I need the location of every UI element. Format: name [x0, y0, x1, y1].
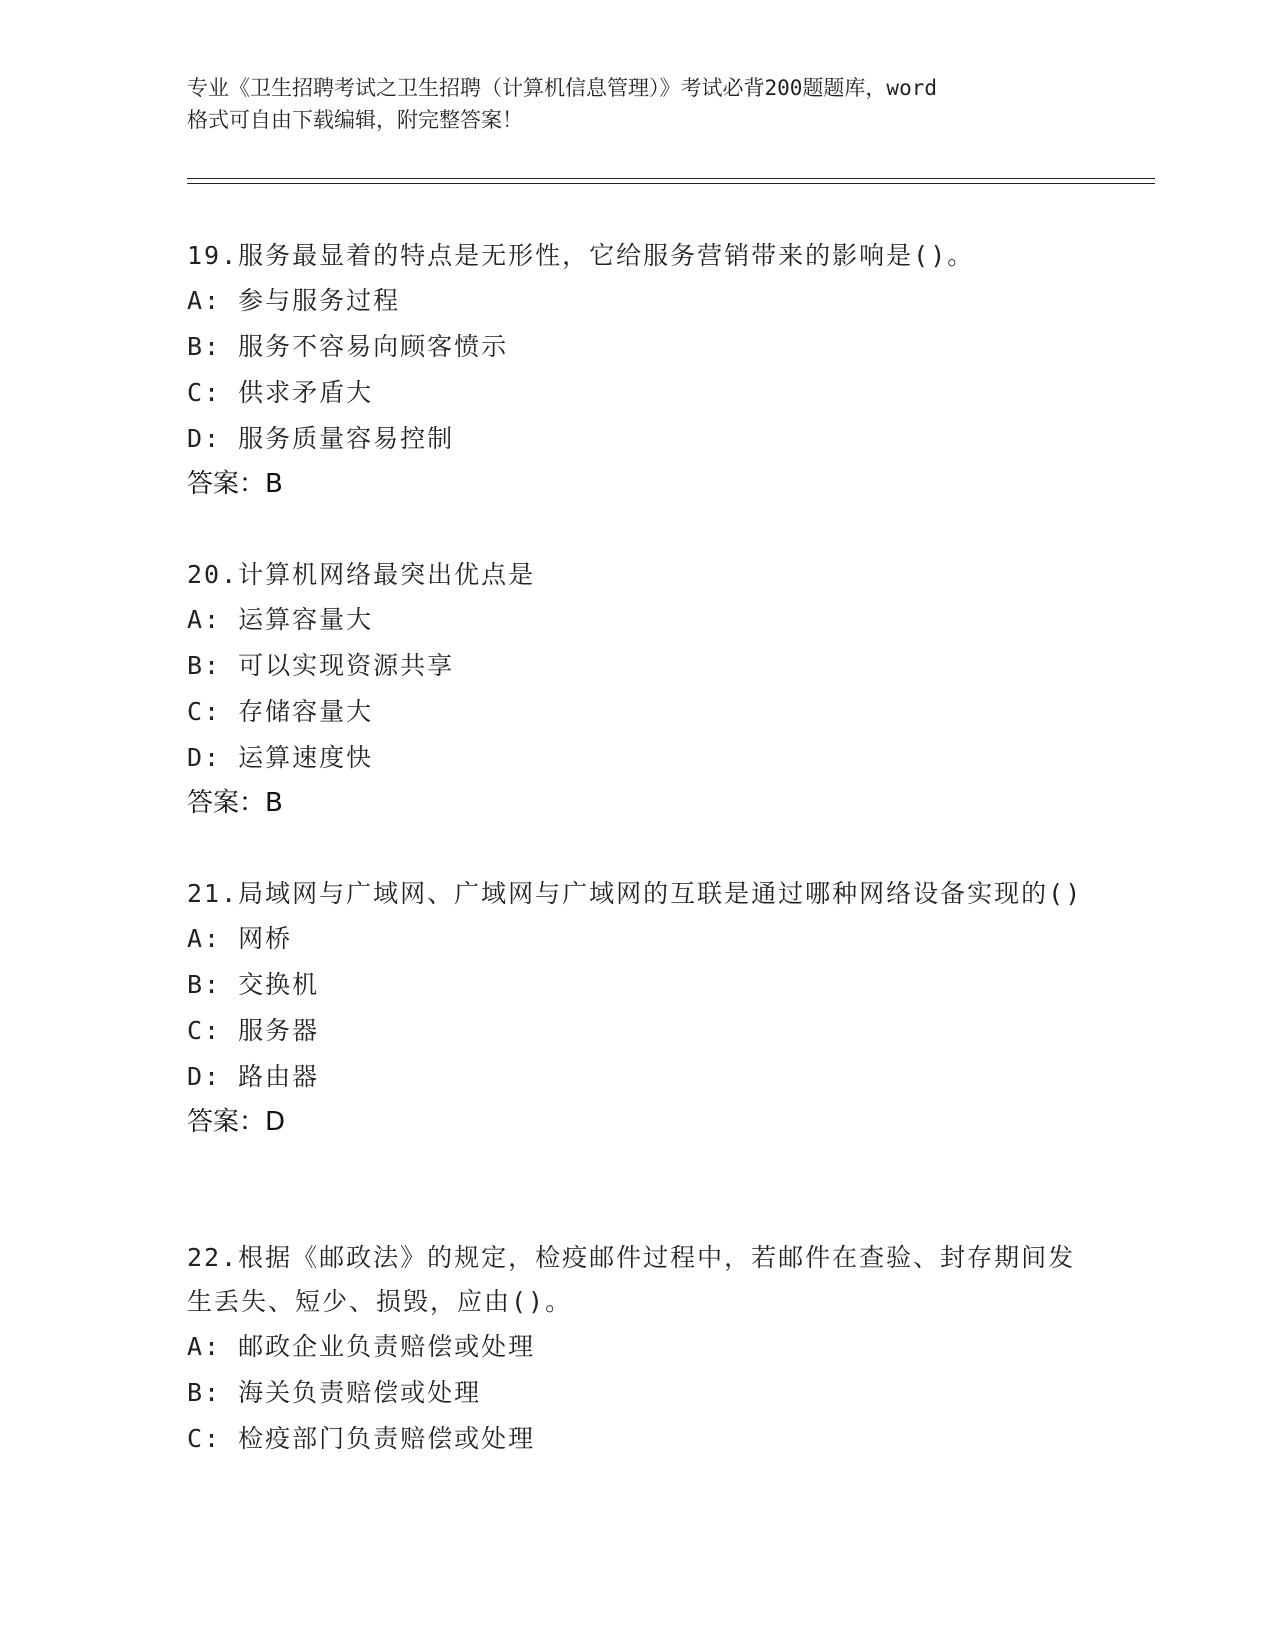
option-d: D: 路由器 — [187, 1062, 320, 1091]
option-b: B: 服务不容易向顾客愤示 — [187, 332, 509, 361]
question-stem: 20.计算机网络最突出优点是 — [187, 560, 536, 589]
option-b: B: 海关负责赔偿或处理 — [187, 1378, 482, 1407]
header-divider-bottom — [187, 183, 1155, 184]
option-a: A: 运算容量大 — [187, 605, 374, 634]
question-stem: 19.服务最显着的特点是无形性，它给服务营销带来的影响是()。 — [187, 241, 975, 270]
option-b: B: 交换机 — [187, 970, 320, 999]
header-line-2: 格式可自由下载编辑，附完整答案！ — [187, 108, 523, 132]
option-c: C: 检疫部门负责赔偿或处理 — [187, 1424, 536, 1453]
answer: 答案：B — [187, 469, 283, 499]
option-a: A: 网桥 — [187, 924, 293, 953]
header-line-1: 专业《卫生招聘考试之卫生招聘（计算机信息管理）》考试必背200题题库，word — [187, 76, 937, 100]
question-21 — [187, 872, 1087, 1144]
question-19 — [187, 234, 1087, 506]
option-b: B: 可以实现资源共享 — [187, 651, 455, 680]
option-c: C: 存储容量大 — [187, 697, 374, 726]
option-c: C: 服务器 — [187, 1016, 320, 1045]
answer: 答案：D — [187, 1107, 286, 1137]
question-22 — [187, 1236, 1087, 1462]
option-d: D: 服务质量容易控制 — [187, 424, 455, 453]
option-a: A: 参与服务过程 — [187, 286, 401, 315]
question-stem: 21.局域网与广域网、广域网与广域网的互联是通过哪种网络设备实现的() — [187, 879, 1083, 908]
answer: 答案：B — [187, 788, 283, 818]
header-divider-top — [187, 178, 1155, 179]
option-a: A: 邮政企业负责赔偿或处理 — [187, 1332, 536, 1361]
document-header — [187, 72, 1087, 136]
option-c: C: 供求矛盾大 — [187, 378, 374, 407]
question-20 — [187, 553, 1087, 825]
question-stem: 22.根据《邮政法》的规定，检疫邮件过程中，若邮件在查验、封存期间发生丢失、短少、损毁，应由()。 — [187, 1243, 1076, 1316]
option-d: D: 运算速度快 — [187, 743, 374, 772]
